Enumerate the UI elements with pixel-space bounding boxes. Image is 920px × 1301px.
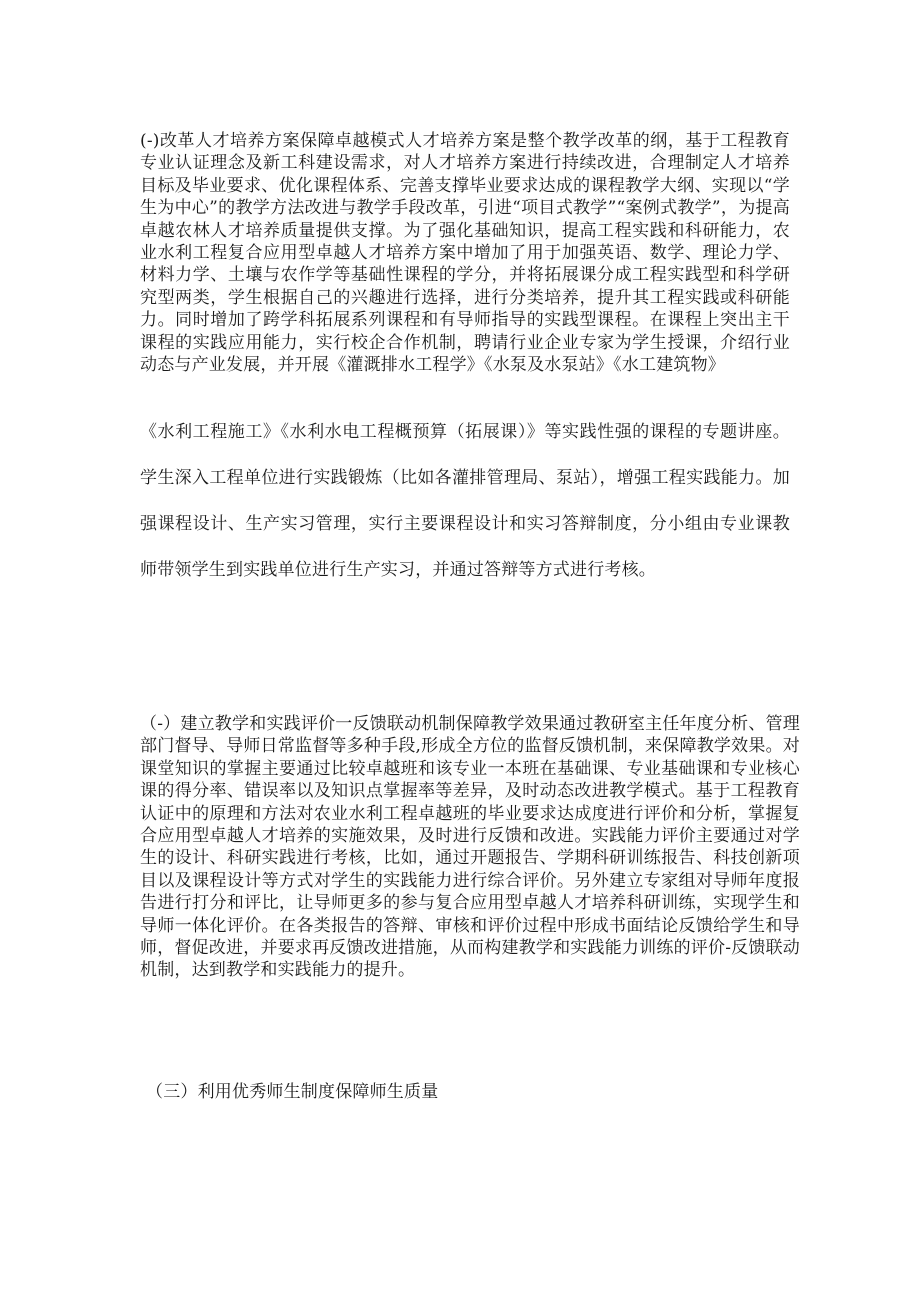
- paragraph-reform-training-plan: (-)改革人才培养方案保障卓越模式人才培养方案是整个教学改革的纲，基于工程教育专业认证理念及新工科建设需求，对人才培养方案进行持续改进，合理制定人才培养目标及毕业要求、优化课程体系、完善支撑毕业要求达成的课程教学大纲、实现以“学生为中心”的教学方法改进与教学手段改革，引进“项目式教学”“案例式教学”，为提高卓越农林人才培养质量提供支撑。为了强化基础知识，提高工程实践和科研能力，农业水利工程复合应用型卓越人才培养方案中增加了用于加强英语、数学、理论力学、材料力学、土壤与农作学等基础性课程的学分，并将拓展课分成工程实践型和科学研究型两类，学生根据自己的兴趣进行选择，进行分类培养，提升其工程实践或科研能力。同时增加了跨学科拓展系列课程和有导师指导的实践型课程。在课程上突出主干课程的实践应用能力，实行校企合作机制，聘请行业企业专家为学生授课，介绍行业动态与产业发展，并开展《灌溉排水工程学》《水泵及水泵站》《水工建筑物》: [140, 131, 790, 376]
- paragraph-evaluation-feedback: （-）建立教学和实践评价一反馈联动机制保障教学效果通过教研室主任年度分析、管理部门督导、导师日常监督等多种手段,形成全方位的监督反馈机制，来保障教学效果。对课堂知识的掌握主要通过比较卓越班和该专业一本班在基础课、专业基础课和专业核心课的得分率、错误率以及知识点掌握率等差异，及时动态改进教学模式。基于工程教育认证中的原理和方法对农业水利工程卓越班的毕业要求达成度进行评价和分析，掌握复合应用型卓越人才培养的实施效果，及时进行反馈和改进。实践能力评价主要通过对学生的设计、科研实践进行考核，比如，通过开题报告、学期科研训练报告、科技创新项目以及课程设计等方式对学生的实践能力进行综合评价。另外建立专家组对导师年度报告进行打分和评比，让导师更多的参与复合应用型卓越人才培养科研训练，实现学生和导师一体化评价。在各类报告的答辩、审核和评价过程中形成书面结论反馈给学生和导师，督促改进，并要求再反馈改进措施，从而构建教学和实践能力训练的评价-反馈联动机制，达到教学和实践能力的提升。: [140, 714, 800, 981]
- section-heading-teacher-student-quality: （三）利用优秀师生制度保障师生质量: [146, 1082, 439, 1102]
- paragraph-practice-lectures: 《水利工程施工》《水利水电工程概预算（拓展课）》等实践性强的课程的专题讲座。学生深入工程单位进行实践锻炼（比如各灌排管理局、泵站），增强工程实践能力。加强课程设计、生产实习管理，实行主要课程设计和实习答辩制度，分小组由专业课教师带领学生到实践单位进行生产实习，并通过答辩等方式进行考核。: [140, 422, 790, 580]
